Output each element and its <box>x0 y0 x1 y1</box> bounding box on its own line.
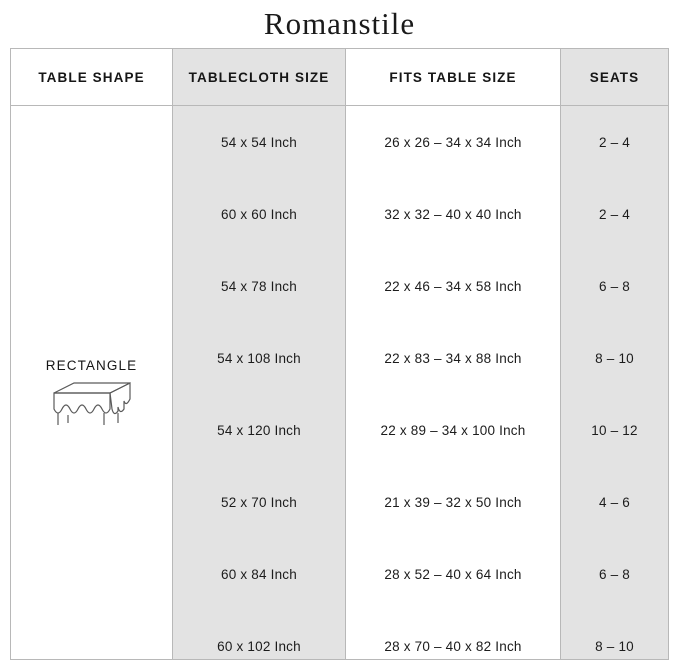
cell-tablecloth-size: 54 x 54 Inch <box>173 106 346 179</box>
cell-tablecloth-size: 60 x 102 Inch <box>173 610 346 660</box>
column-header-table-shape: TABLE SHAPE <box>11 49 173 106</box>
column-header-tablecloth-size: TABLECLOTH SIZE <box>173 49 346 106</box>
table-row <box>11 106 668 179</box>
cell-tablecloth-size: 60 x 60 Inch <box>173 178 346 250</box>
cell-seats: 6 – 8 <box>561 538 669 610</box>
cell-seats: 10 – 12 <box>561 394 669 466</box>
cell-seats: 8 – 10 <box>561 610 669 660</box>
cell-tablecloth-size: 54 x 120 Inch <box>173 394 346 466</box>
size-chart-table <box>11 49 668 660</box>
cell-fits-table-size: 22 x 83 – 34 x 88 Inch <box>346 322 561 394</box>
table-header-row <box>11 49 668 106</box>
cell-fits-table-size: 26 x 26 – 34 x 34 Inch <box>346 106 561 179</box>
cell-fits-table-size: 21 x 39 – 32 x 50 Inch <box>346 466 561 538</box>
cell-tablecloth-size: 54 x 78 Inch <box>173 250 346 322</box>
cell-tablecloth-size: 60 x 84 Inch <box>173 538 346 610</box>
cell-fits-table-size: 28 x 52 – 40 x 64 Inch <box>346 538 561 610</box>
cell-tablecloth-size: 54 x 108 Inch <box>173 322 346 394</box>
shape-cell-rectangle <box>11 106 173 661</box>
cell-seats: 2 – 4 <box>561 178 669 250</box>
cell-seats: 6 – 8 <box>561 250 669 322</box>
size-chart-container <box>10 48 669 660</box>
brand-title: Romanstile <box>263 6 416 41</box>
cell-fits-table-size: 28 x 70 – 40 x 82 Inch <box>346 610 561 660</box>
cell-fits-table-size: 32 x 32 – 40 x 40 Inch <box>346 178 561 250</box>
shape-label: RECTANGLE <box>45 357 138 373</box>
rectangle-tablecloth-icon <box>44 379 140 431</box>
cell-tablecloth-size: 52 x 70 Inch <box>173 466 346 538</box>
cell-fits-table-size: 22 x 46 – 34 x 58 Inch <box>346 250 561 322</box>
cell-seats: 4 – 6 <box>561 466 669 538</box>
cell-fits-table-size: 22 x 89 – 34 x 100 Inch <box>346 394 561 466</box>
cell-seats: 2 – 4 <box>561 106 669 179</box>
table-body <box>11 106 668 661</box>
column-header-fits-table-size: FITS TABLE SIZE <box>346 49 561 106</box>
table-head <box>11 49 668 106</box>
column-header-seats: SEATS <box>561 49 669 106</box>
cell-seats: 8 – 10 <box>561 322 669 394</box>
